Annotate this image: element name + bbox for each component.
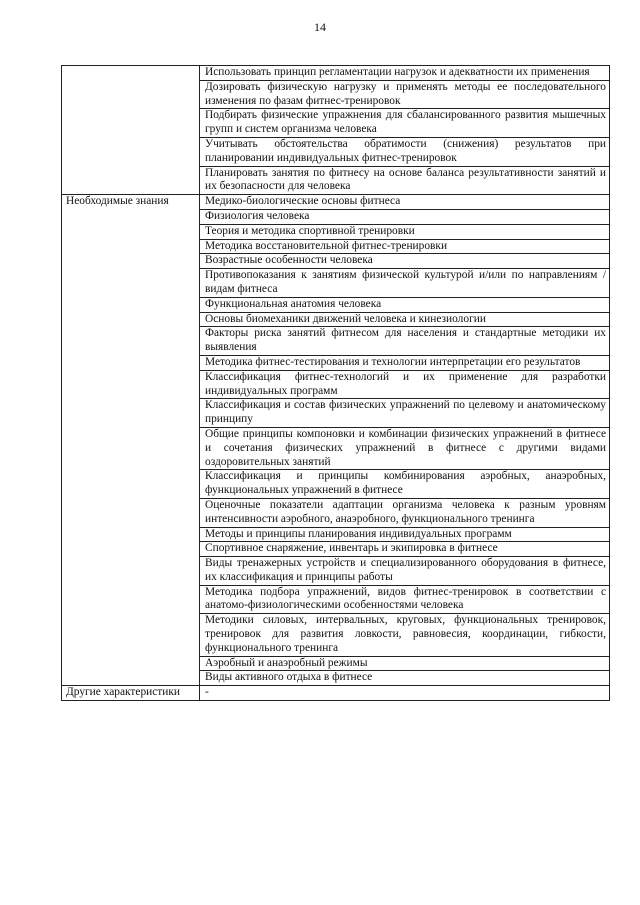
row-content: Аэробный и анаэробный режимы — [200, 656, 610, 671]
row-content: Медико-биологические основы фитнеса — [200, 195, 610, 210]
row-content: Факторы риска занятий фитнесом для населения и стандартные методики их выявления — [200, 327, 610, 356]
row-content: Возрастные особенности человека — [200, 254, 610, 269]
row-content: Учитывать обстоятельства обратимости (снижения) результатов при планировании индивидуальных фитнес-тренировок — [200, 137, 610, 166]
row-content: Противопоказания к занятиям физической культурой и/или по направлениям / видам фитнеса — [200, 269, 610, 298]
row-content: Методика подбора упражнений, видов фитнес-тренировок в соответствии с анатомо-физиологическими особенностями человека — [200, 585, 610, 614]
table-body — [62, 66, 610, 701]
row-content: Методики силовых, интервальных, круговых, функциональных тренировок, тренировок для развития ловкости, равновесия, координации, гибкости, функционального тренинга — [200, 614, 610, 656]
row-label: Другие характеристики — [62, 686, 200, 701]
row-content: Оценочные показатели адаптации организма человека к разным уровням интенсивности аэробного, анаэробного, функционального тренинга — [200, 498, 610, 527]
row-content: Методика фитнес-тестирования и технологии интерпретации его результатов — [200, 355, 610, 370]
row-content: Классификация фитнес-технологий и их применение для разработки индивидуальных программ — [200, 370, 610, 399]
page-number: 14 — [314, 20, 326, 34]
row-content: Использовать принцип регламентации нагрузок и адекватности их применения — [200, 66, 610, 81]
skill-row — [62, 66, 610, 81]
other-characteristics-row — [62, 686, 610, 701]
row-content: Подбирать физические упражнения для сбалансированного развития мышечных групп и систем организма человека — [200, 109, 610, 138]
row-content: Планировать занятия по фитнесу на основе баланса результативности занятий и их безопасности для человека — [200, 166, 610, 195]
row-content: Физиология человека — [200, 209, 610, 224]
row-label — [62, 66, 200, 195]
qualification-table — [61, 65, 610, 701]
row-content: Классификация и состав физических упражнений по целевому и анатомическому принципу — [200, 399, 610, 428]
row-content: Функциональная анатомия человека — [200, 297, 610, 312]
row-content: Виды активного отдыха в фитнесе — [200, 671, 610, 686]
row-content: Основы биомеханики движений человека и кинезиологии — [200, 312, 610, 327]
knowledge-row — [62, 195, 610, 210]
row-content: Классификация и принципы комбинирования аэробных, анаэробных, функциональных упражнений в фитнесе — [200, 470, 610, 499]
row-content: Дозировать физическую нагрузку и применять методы ее последовательного изменения по фазам фитнес-тренировок — [200, 80, 610, 109]
row-content: Теория и методика спортивной тренировки — [200, 224, 610, 239]
row-content: Методы и принципы планирования индивидуальных программ — [200, 527, 610, 542]
row-content: Методика восстановительной фитнес-тренировки — [200, 239, 610, 254]
row-content: Виды тренажерных устройств и специализированного оборудования в фитнесе, их классификация и принципы работы — [200, 557, 610, 586]
row-content: - — [200, 686, 610, 701]
row-content: Общие принципы компоновки и комбинации физических упражнений в фитнесе и сочетания физических упражнений в фитнесе с другими видами оздоровительных занятий — [200, 427, 610, 469]
row-content: Спортивное снаряжение, инвентарь и экипировка в фитнесе — [200, 542, 610, 557]
row-label: Необходимые знания — [62, 195, 200, 686]
